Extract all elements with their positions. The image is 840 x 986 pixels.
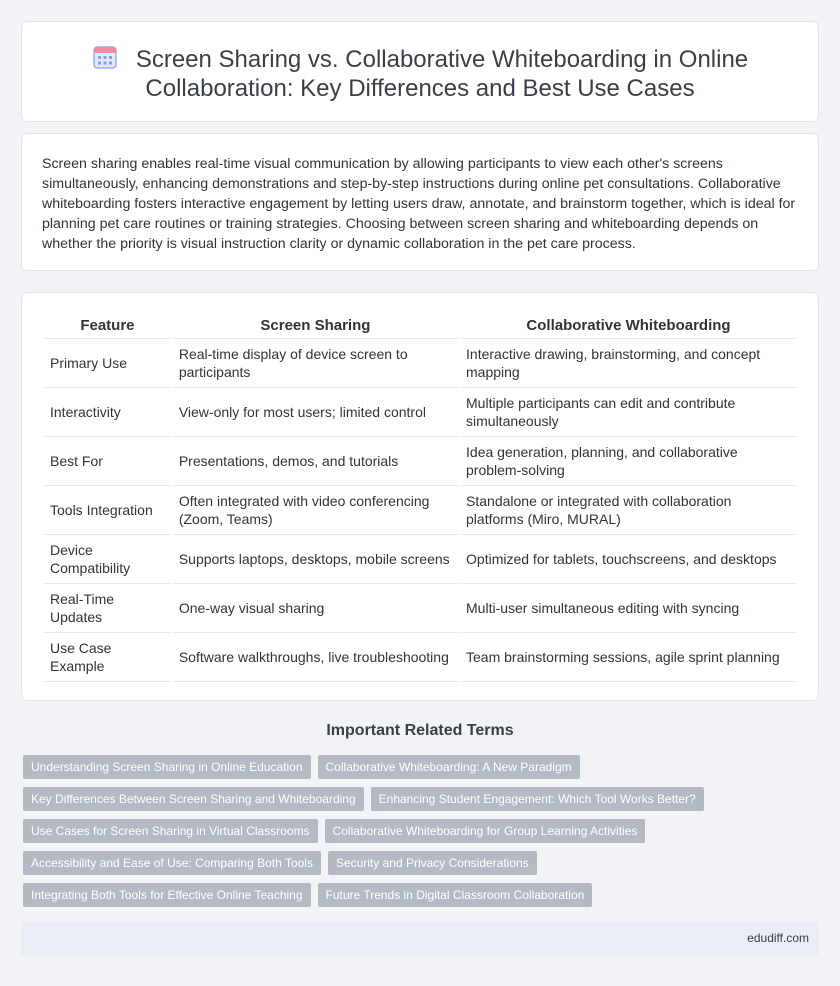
calendar-icon [92,44,118,70]
table-row [44,633,797,682]
feature-cell: Use Case Example [44,633,171,682]
page-title [22,44,818,103]
title-card [21,21,819,122]
related-term-link[interactable]: Accessibility and Ease of Use: Comparing Both Tools [23,851,321,875]
screen-sharing-cell: Supports laptops, desktops, mobile screens [173,535,458,584]
related-term-link[interactable]: Enhancing Student Engagement: Which Tool Works Better? [371,787,704,811]
feature-cell: Tools Integration [44,486,171,535]
screen-sharing-cell: Often integrated with video conferencing (Zoom, Teams) [173,486,458,535]
table-row [44,486,797,535]
page-title-text: Screen Sharing vs. Collaborative Whiteboarding in Online Collaboration: Key Differences and Best Use Cases [135,46,749,102]
header-whiteboarding: Collaborative Whiteboarding [460,315,797,339]
whiteboarding-cell: Optimized for tablets, touchscreens, and desktops [460,535,797,584]
footer-site-link[interactable]: edudiff.com [747,931,809,945]
comparison-card [21,292,819,701]
tag-row [23,819,823,843]
feature-cell: Device Compatibility [44,535,171,584]
table-row [44,437,797,486]
whiteboarding-cell: Team brainstorming sessions, agile sprint planning [460,633,797,682]
related-terms-list [23,755,823,915]
feature-cell: Primary Use [44,339,171,388]
feature-cell: Best For [44,437,171,486]
intro-paragraph: Screen sharing enables real-time visual communication by allowing participants to view each other's screens simultaneously, enhancing demonstrations and step-by-step instructions during online pet consultations. Collaborative whiteboarding fosters interactive engagement by letting users draw, annotate, and brainstorm together, which is ideal for planning pet care routines or training strategies. Choosing between screen sharing and whiteboarding depends on whether the priority is visual instruction clarity or dynamic collaboration in the pet care process. [42,156,796,252]
screen-sharing-cell: One-way visual sharing [173,584,458,633]
footer [21,922,819,955]
whiteboarding-cell: Idea generation, planning, and collaborative problem-solving [460,437,797,486]
header-screen-sharing: Screen Sharing [173,315,458,339]
related-term-link[interactable]: Integrating Both Tools for Effective Online Teaching [23,883,311,907]
related-term-link[interactable]: Collaborative Whiteboarding for Group Learning Activities [325,819,646,843]
screen-sharing-cell: Real-time display of device screen to participants [173,339,458,388]
table-row [44,584,797,633]
screen-sharing-cell: Presentations, demos, and tutorials [173,437,458,486]
table-row [44,535,797,584]
table-row [44,388,797,437]
whiteboarding-cell: Multiple participants can edit and contribute simultaneously [460,388,797,437]
table-row [44,339,797,388]
whiteboarding-cell: Multi-user simultaneous editing with syncing [460,584,797,633]
screen-sharing-cell: Software walkthroughs, live troubleshooting [173,633,458,682]
feature-cell: Interactivity [44,388,171,437]
tag-row [23,755,823,779]
related-term-link[interactable]: Understanding Screen Sharing in Online Education [23,755,311,779]
tag-row [23,851,823,875]
intro-card [21,133,819,271]
header-feature: Feature [44,315,171,339]
screen-sharing-cell: View-only for most users; limited control [173,388,458,437]
related-term-link[interactable]: Future Trends in Digital Classroom Collaboration [318,883,593,907]
whiteboarding-cell: Standalone or integrated with collaboration platforms (Miro, MURAL) [460,486,797,535]
whiteboarding-cell: Interactive drawing, brainstorming, and concept mapping [460,339,797,388]
related-terms-heading: Important Related Terms [326,722,514,739]
feature-cell: Real-Time Updates [44,584,171,633]
tag-row [23,787,823,811]
comparison-table [42,315,799,682]
table-header-row [44,315,797,339]
related-term-link[interactable]: Use Cases for Screen Sharing in Virtual Classrooms [23,819,318,843]
related-term-link[interactable]: Security and Privacy Considerations [328,851,537,875]
tag-row [23,883,823,907]
related-term-link[interactable]: Key Differences Between Screen Sharing and Whiteboarding [23,787,364,811]
related-term-link[interactable]: Collaborative Whiteboarding: A New Paradigm [318,755,580,779]
